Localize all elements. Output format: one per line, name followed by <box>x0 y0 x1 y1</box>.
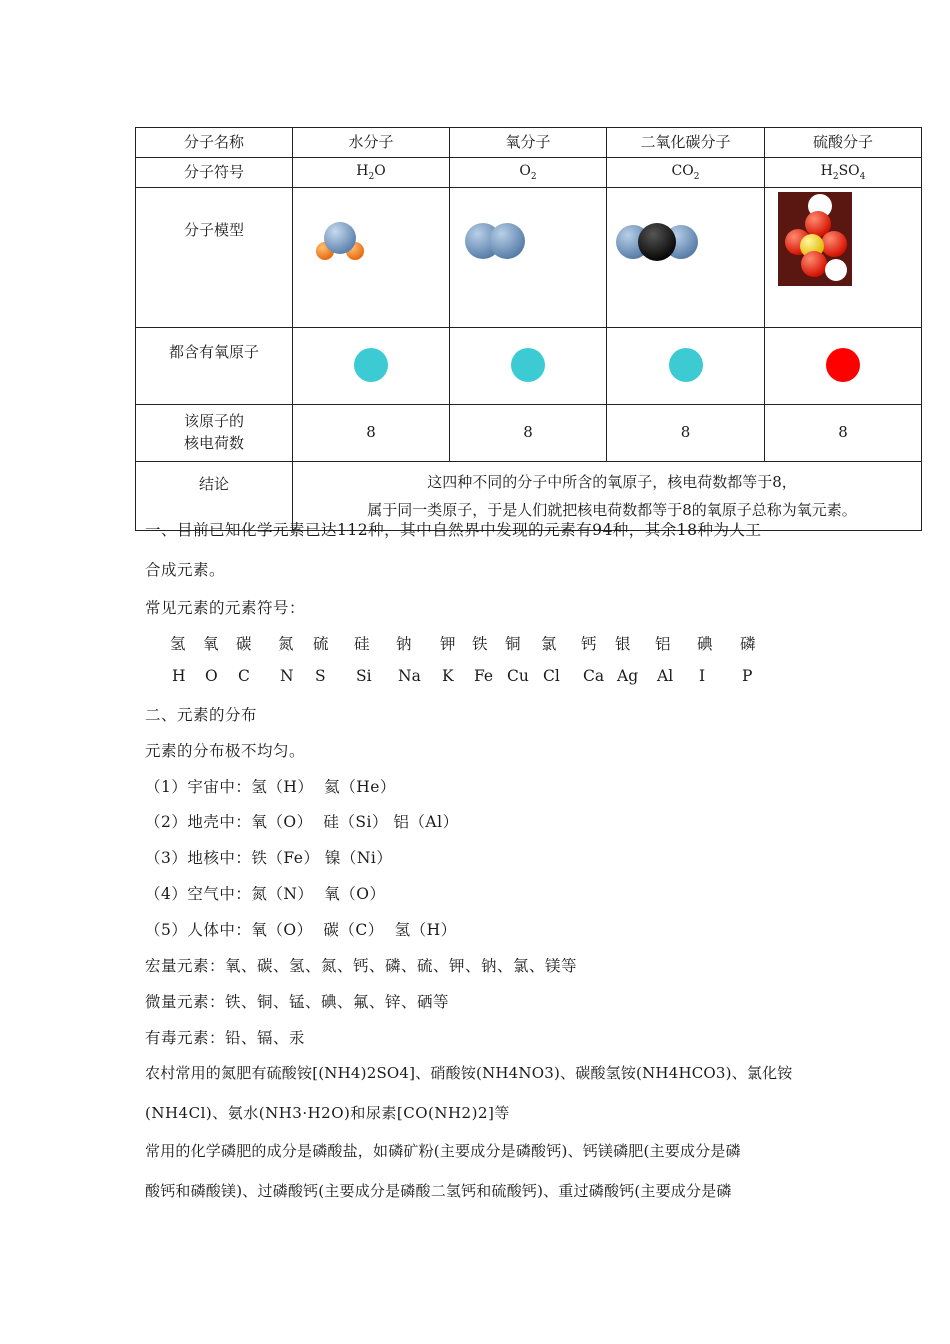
list-item: （1）宇宙中：氢（H） 氦（He） <box>145 778 396 796</box>
row-label: 都含有氧原子 <box>136 328 293 405</box>
col-oxygen: 氧分子 <box>450 128 607 158</box>
element-symbols-row <box>0 667 950 689</box>
row-label: 分子名称 <box>136 128 293 158</box>
row-label: 分子符号 <box>136 158 293 188</box>
element-name: 铜 <box>505 635 521 653</box>
list-item: （3）地核中：铁（Fe） 镍（Ni） <box>145 849 393 867</box>
table-row <box>136 188 922 328</box>
oxygen-atom-icon <box>354 348 388 382</box>
element-name: 氮 <box>278 635 294 653</box>
charge-value: 8 <box>293 405 450 462</box>
element-name: 钾 <box>440 635 456 653</box>
water-molecule-icon <box>313 216 383 266</box>
oxygen-atom-cell <box>293 328 450 405</box>
oxygen-model <box>450 188 607 328</box>
table-row <box>136 128 922 158</box>
element-name: 氯 <box>541 635 557 653</box>
molecule-table <box>135 127 922 531</box>
oxygen-atom-icon <box>826 348 860 382</box>
paragraph: 一、目前已知化学元素已达112种，其中自然界中发现的元素有94种，其余18种为人工 <box>145 521 762 539</box>
element-symbol: Fe <box>474 667 494 685</box>
element-symbol: Si <box>356 667 372 685</box>
row-label: 该原子的 核电荷数 <box>136 405 293 462</box>
element-symbol: Al <box>657 667 674 685</box>
element-name: 铁 <box>472 635 488 653</box>
oxygen-atom-icon <box>669 348 703 382</box>
element-symbol: C <box>238 667 250 685</box>
element-name: 磷 <box>740 635 756 653</box>
table-row <box>136 405 922 462</box>
element-symbol: Cu <box>507 667 529 685</box>
formula-water: $H_2O$ <box>293 158 450 188</box>
h2so4-molecule-icon <box>778 192 852 286</box>
table-row <box>136 158 922 188</box>
conclusion-text: 这四种不同的分子中所含的氧原子，核电荷数都等于8， 属于同一类原子，于是人们就把核电荷数都等于8的氧原子总称为氧元素。 <box>293 462 922 531</box>
element-names-row <box>0 632 950 654</box>
col-h2so4: 硫酸分子 <box>765 128 922 158</box>
charge-value: 8 <box>765 405 922 462</box>
oxygen-atom-cell <box>607 328 765 405</box>
paragraph: 宏量元素：氧、碳、氢、氮、钙、磷、硫、钾、钠、氯、镁等 <box>145 957 578 975</box>
formula-oxygen: $O_2$ <box>450 158 607 188</box>
element-symbol: Na <box>398 667 421 685</box>
element-name: 碳 <box>236 635 252 653</box>
water-model <box>293 188 450 328</box>
co2-molecule-icon <box>613 220 703 265</box>
formula-co2: $CO_2$ <box>607 158 765 188</box>
element-symbol: N <box>280 667 294 685</box>
element-name: 硫 <box>313 635 329 653</box>
element-symbol: Ag <box>617 667 639 685</box>
element-name: 铝 <box>655 635 671 653</box>
charge-value: 8 <box>450 405 607 462</box>
formula-h2so4: $H_2SO_4$ <box>765 158 922 188</box>
paragraph: 常见元素的元素符号： <box>145 599 306 617</box>
paragraph: 酸钙和磷酸镁)、过磷酸钙(主要成分是磷酸二氢钙和硫酸钙)、重过磷酸钙(主要成分是磷 <box>145 1182 732 1200</box>
element-symbol: O <box>205 667 218 685</box>
oxygen-atom-cell <box>765 328 922 405</box>
paragraph: (NH4Cl)、氨水(NH3·H2O)和尿素[CO(NH2)2]等 <box>145 1104 510 1122</box>
element-symbol: S <box>315 667 326 685</box>
section-heading: 二、元素的分布 <box>145 706 258 724</box>
element-symbol: Ca <box>583 667 605 685</box>
element-name: 钠 <box>396 635 412 653</box>
element-symbol: Cl <box>543 667 560 685</box>
element-name: 碘 <box>697 635 713 653</box>
element-symbol: H <box>172 667 186 685</box>
element-symbol: K <box>442 667 454 685</box>
paragraph: 合成元素。 <box>145 561 226 579</box>
element-name: 银 <box>615 635 631 653</box>
paragraph: 农村常用的氮肥有硫酸铵[(NH4)2SO4]、硝酸铵(NH4NO3)、碳酸氢铵(NH4HCO3)、氯化铵 <box>145 1064 793 1082</box>
paragraph: 元素的分布极不均匀。 <box>145 742 306 760</box>
col-water: 水分子 <box>293 128 450 158</box>
list-item: （5）人体中：氧（O） 碳（C） 氢（H） <box>145 921 457 939</box>
list-item: （2）地壳中：氧（O） 硅（Si） 铝（Al） <box>145 813 459 831</box>
list-item: （4）空气中：氮（N） 氧（O） <box>145 885 386 903</box>
oxygen-molecule-icon <box>464 220 534 265</box>
element-name: 钙 <box>581 635 597 653</box>
h2so4-model <box>765 188 922 328</box>
oxygen-atom-icon <box>511 348 545 382</box>
col-co2: 二氧化碳分子 <box>607 128 765 158</box>
element-symbol: I <box>699 667 706 685</box>
co2-model <box>607 188 765 328</box>
row-label: 结论 <box>136 462 293 531</box>
element-symbol: P <box>742 667 753 685</box>
element-name: 硅 <box>354 635 370 653</box>
element-name: 氢 <box>170 635 186 653</box>
paragraph: 有毒元素：铅、镉、汞 <box>145 1029 306 1047</box>
oxygen-atom-cell <box>450 328 607 405</box>
charge-value: 8 <box>607 405 765 462</box>
row-label: 分子模型 <box>136 188 293 328</box>
paragraph: 常用的化学磷肥的成分是磷酸盐，如磷矿粉(主要成分是磷酸钙)、钙镁磷肥(主要成分是磷 <box>145 1142 741 1160</box>
paragraph: 微量元素：铁、铜、锰、碘、氟、锌、硒等 <box>145 993 450 1011</box>
table-row <box>136 328 922 405</box>
element-name: 氧 <box>203 635 219 653</box>
